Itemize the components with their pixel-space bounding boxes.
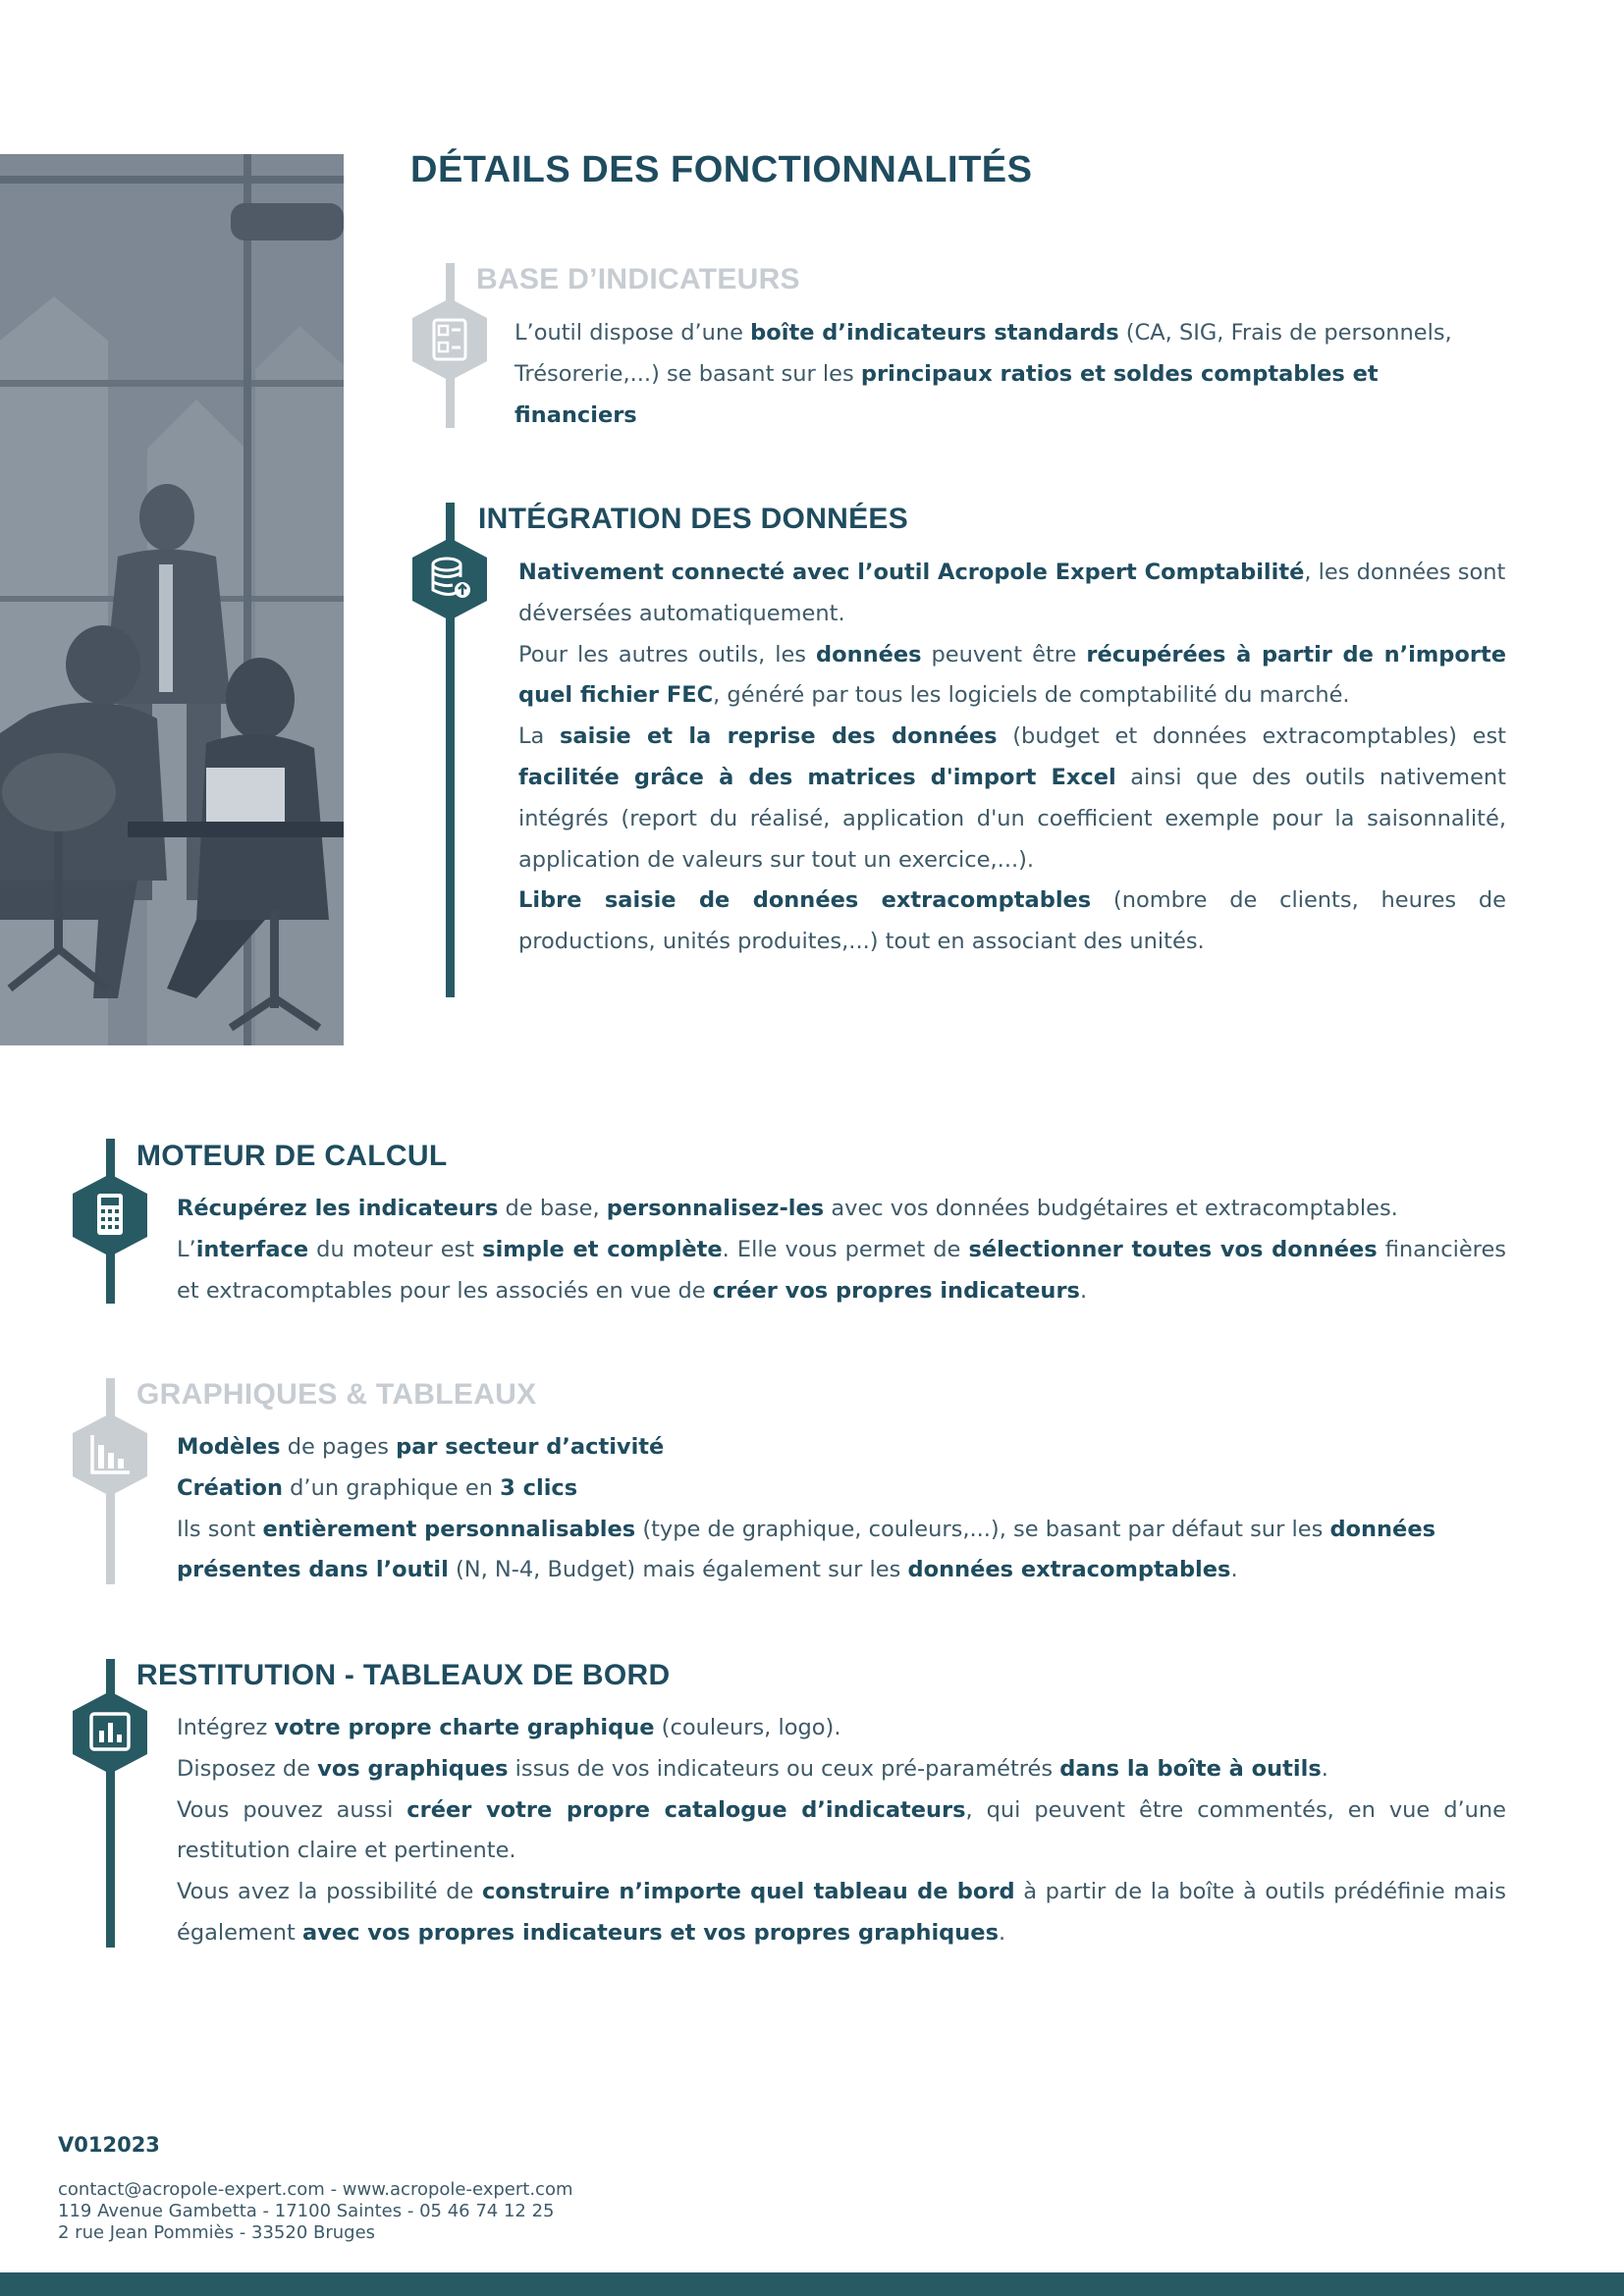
- paragraph: La saisie et la reprise des données (budget et données extracomptables) est facilitée grâce à des matrices d'import Excel ainsi que des outils nativement intégrés (report du réalisé, application d'un coefficient exemple pour la saisonnalité, application de valeurs sur tout un exercice,...).: [518, 723, 1507, 873]
- paragraph: L’outil dispose d’une boîte d’indicateurs standards (CA, SIG, Frais de personnels, Trésorerie,...) se basant sur les principaux ratios et soldes comptables et financiers: [514, 320, 1452, 428]
- section-title-restitution: RESTITUTION - TABLEAUX DE BORD: [136, 1659, 671, 1691]
- section-title-integration: INTÉGRATION DES DONNÉES: [478, 503, 909, 535]
- dashboard-chart-icon: [73, 1691, 147, 1774]
- paragraph: Pour les autres outils, les données peuvent être récupérées à partir de n’importe quel fichier FEC, généré par tous les logiciels de comptabilité du marché.: [518, 641, 1506, 709]
- page-title: DÉTAILS DES FONCTIONNALITÉS: [410, 149, 1033, 190]
- paragraph: Récupérez les indicateurs de base, personnalisez-les avec vos données budgétaires et extracomptables.: [177, 1196, 1398, 1221]
- database-upload-icon: [412, 538, 487, 620]
- section-title-moteur: MOTEUR DE CALCUL: [136, 1140, 448, 1172]
- contact-line[interactable]: contact@acropole-expert.com - www.acropole-expert.com: [58, 2179, 573, 2200]
- paragraph: Nativement connecté avec l’outil Acropole Expert Comptabilité, les données sont déversées automatiquement.: [518, 560, 1506, 626]
- paragraph: Disposez de vos graphiques issus de vos indicateurs ou ceux pré-paramétrés dans la boîte à outils.: [177, 1755, 1328, 1782]
- paragraph: Modèles de pages par secteur d’activité: [177, 1434, 665, 1460]
- section-body-graphiques: [177, 1427, 1506, 1591]
- calculator-icon: [73, 1174, 147, 1256]
- bar-chart-icon: [73, 1414, 147, 1496]
- office-meeting-illustration: [0, 154, 344, 1045]
- paragraph: Vous avez la possibilité de construire n’importe quel tableau de bord à partir de la boîte à outils prédéfinie mais également avec vos propres indicateurs et vos propres graphiques.: [177, 1879, 1506, 1946]
- section-title-base: BASE D’INDICATEURS: [476, 263, 800, 295]
- checklist-icon: [412, 298, 487, 381]
- section-body-moteur: [177, 1189, 1506, 1311]
- paragraph: L’interface du moteur est simple et complète. Elle vous permet de sélectionner toutes vos données financières et extracomptables pour les associés en vue de créer vos propres indicateurs.: [177, 1236, 1507, 1304]
- section-body-restitution: [177, 1708, 1506, 1954]
- paragraph: Intégrez votre propre charte graphique (couleurs, logo).: [177, 1715, 841, 1740]
- section-title-graphiques: GRAPHIQUES & TABLEAUX: [136, 1378, 537, 1411]
- address-line-1: 119 Avenue Gambetta - 17100 Saintes - 05 46 74 12 25: [58, 2201, 555, 2221]
- paragraph: Création d’un graphique en 3 clics: [177, 1474, 578, 1501]
- section-body-base: [514, 313, 1506, 436]
- paragraph: Vous pouvez aussi créer votre propre catalogue d’indicateurs, qui peuvent être commentés, en vue d’une restitution claire et pertinente.: [177, 1796, 1507, 1864]
- version-code: V012023: [58, 2133, 160, 2157]
- section-body-integration: [518, 553, 1506, 963]
- address-line-2: 2 rue Jean Pommiès - 33520 Bruges: [58, 2222, 376, 2243]
- footer-band: [0, 2272, 1624, 2296]
- paragraph: Libre saisie de données extracomptables (nombre de clients, heures de productions, unités produites,...) tout en associant des unités.: [518, 887, 1506, 955]
- paragraph: Ils sont entièrement personnalisables (type de graphique, couleurs,...), se basant par défaut sur les données présentes dans l’outil (N, N-4, Budget) mais également sur les données extracomptables.: [177, 1516, 1435, 1583]
